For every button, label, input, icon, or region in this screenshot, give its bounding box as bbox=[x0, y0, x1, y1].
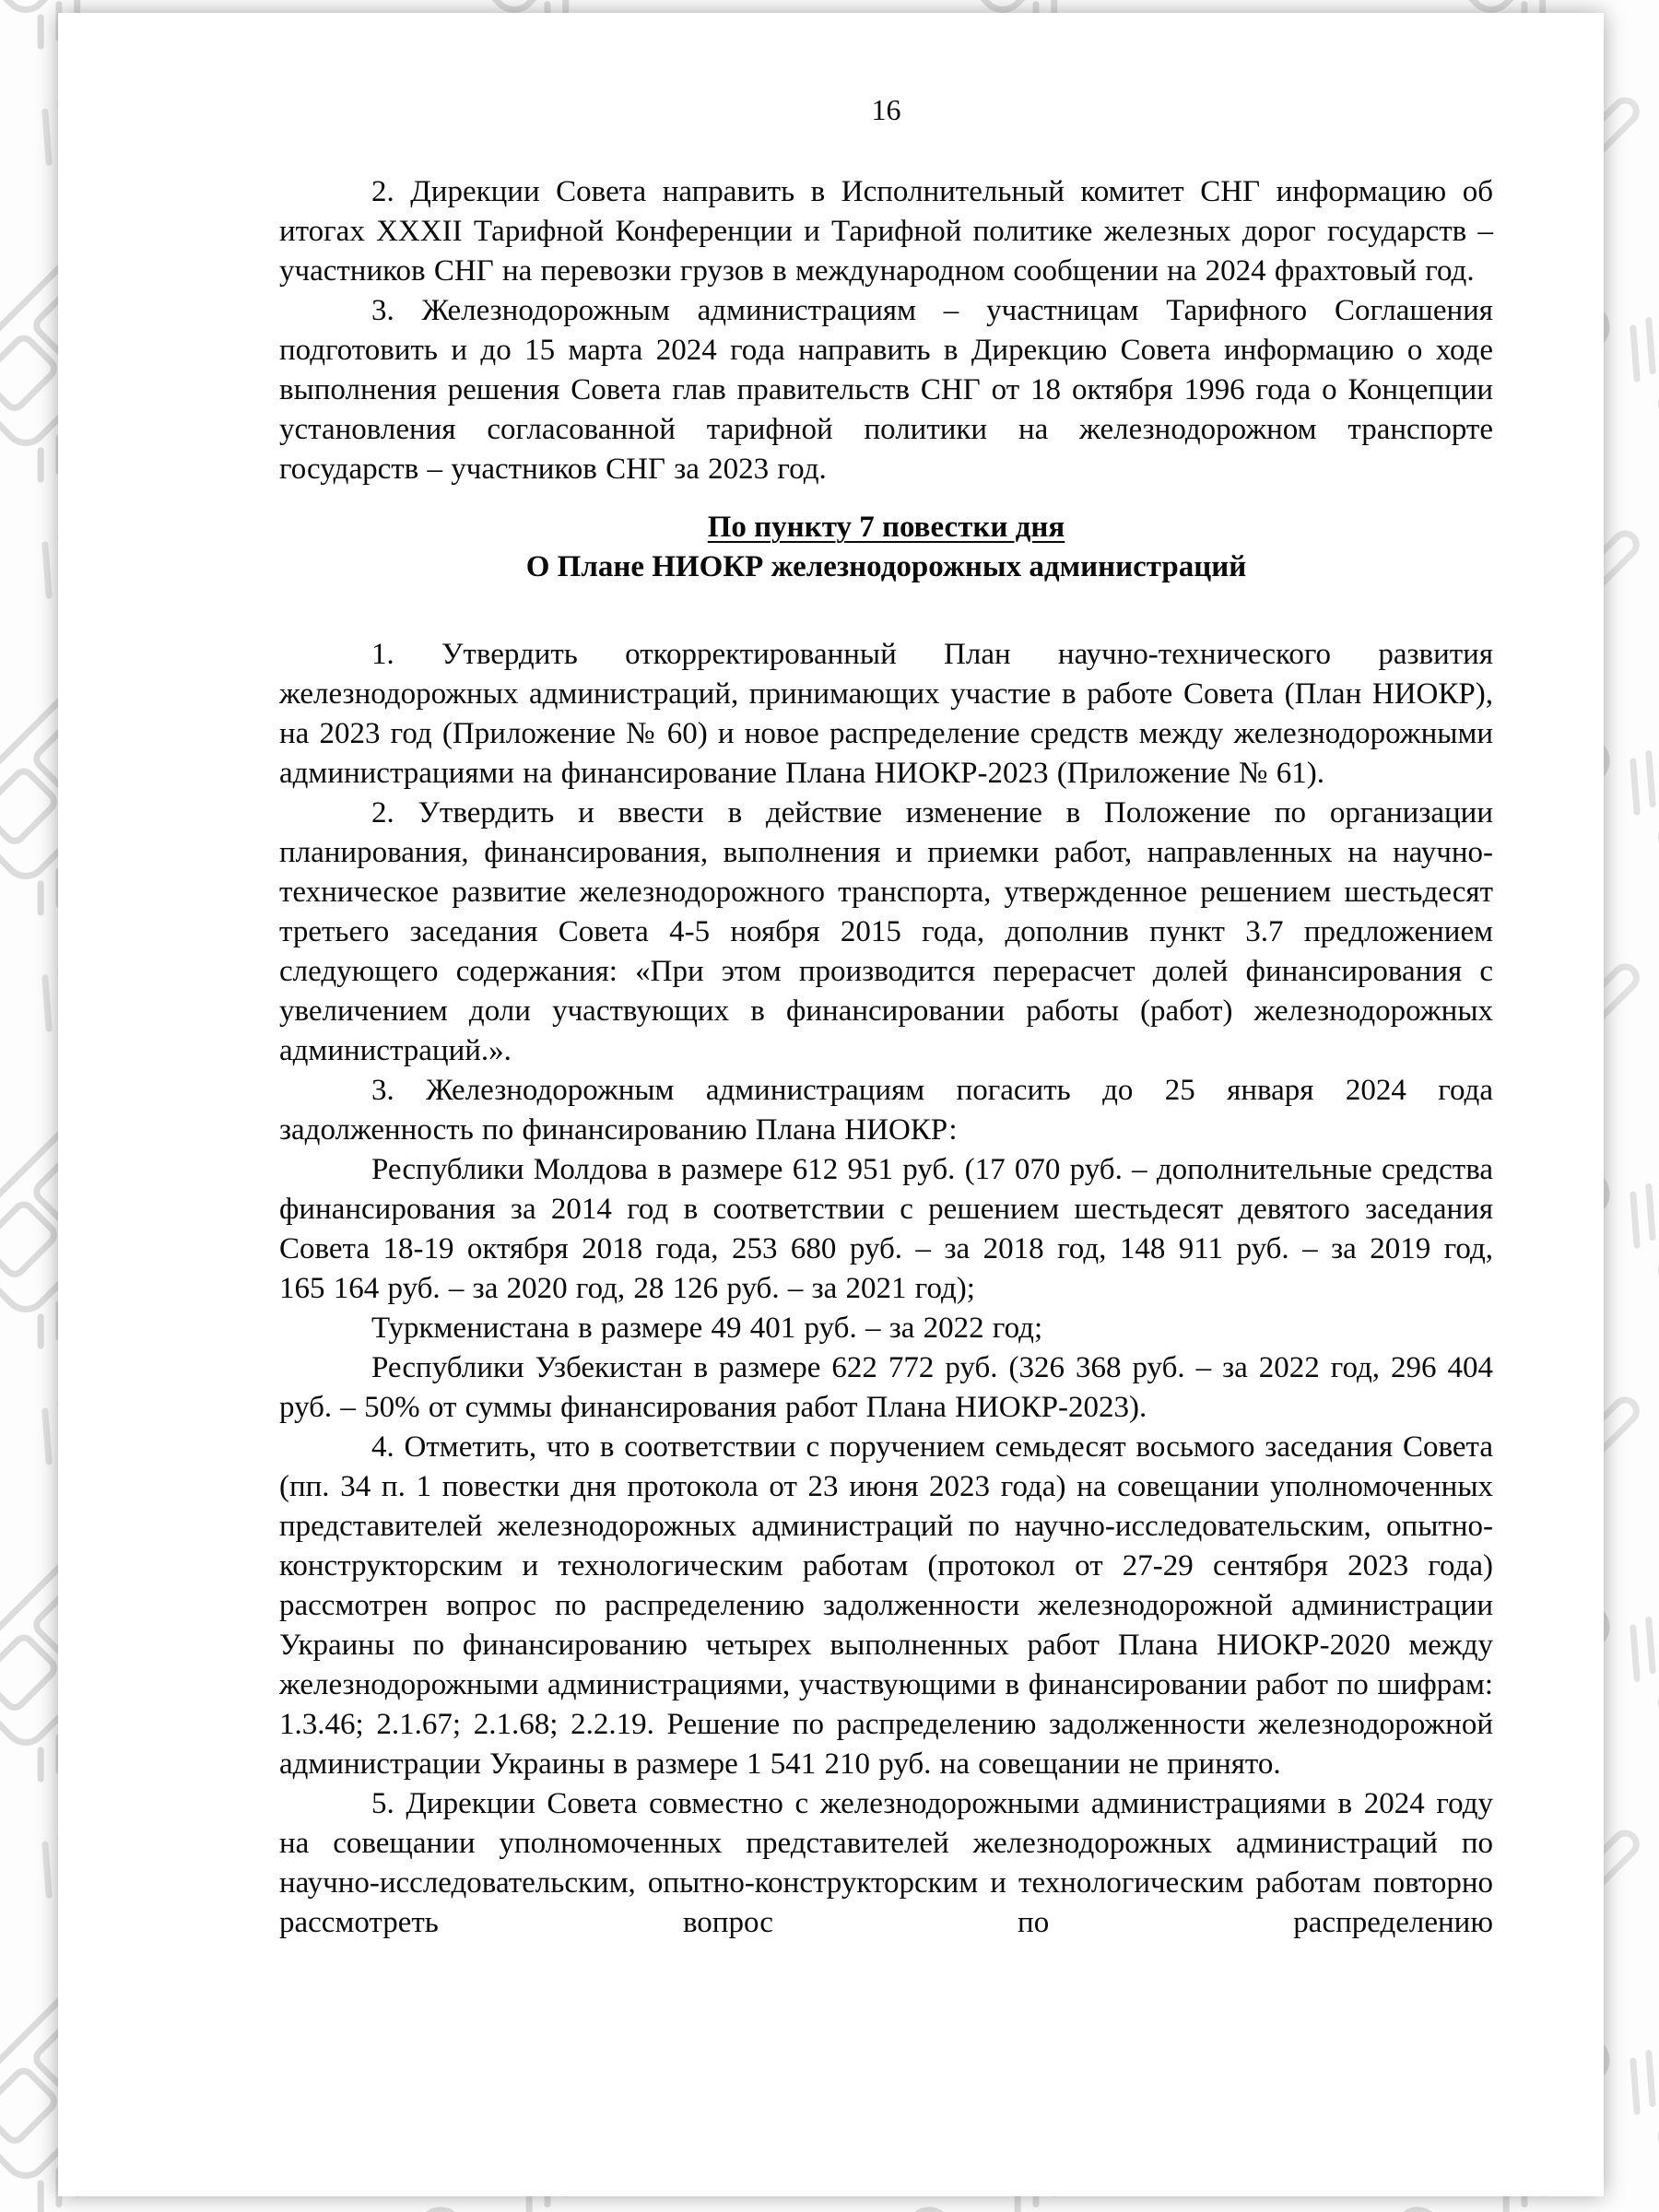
paragraph-item-2-top: 2. Дирекции Совета направить в Исполнительный комитет СНГ информацию об итогах XXXII Тарифной Конференции и Тарифной политике железных дорог государств – участников СНГ на перевозки грузов в международном сообщении на 2024 фрахтовый год. bbox=[279, 175, 1493, 288]
paragraph-item-3-top: 3. Железнодорожным администрациям – участницам Тарифного Соглашения подготовить и до 15 марта 2024 года направить в Дирекцию Совета информацию о ходе выполнения решения Совета глав правительств СНГ от 18 октября 1996 года о Концепции установления согласованной тарифной политики на железнодорожном транспорте государств – участников СНГ за 2023 год. bbox=[279, 294, 1493, 486]
section-heading-line1: По пункту 7 повестки дня bbox=[707, 511, 1065, 544]
section-heading-line2: О Плане НИОКР железнодорожных администраций bbox=[525, 550, 1247, 583]
page-number: 16 bbox=[871, 93, 901, 126]
document-page bbox=[58, 13, 1604, 2196]
paragraph-item-3-uzbekistan: Республики Узбекистан в размере 622 772 руб. (326 368 руб. – за 2022 год, 296 404 руб. – 50% от суммы финансирования работ Плана НИОКР-2023). bbox=[279, 1351, 1493, 1424]
paragraph-item-2: 2. Утвердить и ввести в действие изменение в Положение по организации планирования, финансирования, выполнения и приемки работ, направленных на научно-техническое развитие железнодорожного транспорта, утвержденное решением шестьдесят третьего заседания Совета 4-5 ноября 2015 года, дополнив пункт 3.7 предложением следующего содержания: «При этом производится перерасчет долей финансирования с увеличением доли участвующих в финансировании работы (работ) железнодорожных администраций.». bbox=[279, 796, 1493, 1067]
paragraph-item-4: 4. Отметить, что в соответствии с поручением семьдесят восьмого заседания Совета (пп. 34 п. 1 повестки дня протокола от 23 июня 2023 года) на совещании уполномоченных представителей железнодорожных администраций по научно-исследовательским, опытно-конструкторским и технологическим работам (протокол от 27-29 сентября 2023 года) рассмотрен вопрос по распределению задолженности железнодорожной администрации Украины по финансированию четырех выполненных работ Плана НИОКР-2020 между железнодорожными администрациями, участвующими в финансировании работ по шифрам: 1.3.46; 2.1.67; 2.1.68; 2.2.19. Решение по распределению задолженности железнодорожной администрации Украины в размере 1 541 210 руб. на совещании не принято. bbox=[279, 1430, 1493, 1781]
paragraph-item-3-turkmenistan: Туркменистана в размере 49 401 руб. – за 2022 год; bbox=[371, 1312, 1043, 1345]
paragraph-item-3-intro: 3. Железнодорожным администрациям погасить до 25 января 2024 года задолженность по финансированию Плана НИОКР: bbox=[279, 1074, 1493, 1147]
paragraph-item-1: 1. Утвердить откорректированный План научно-технического развития железнодорожных администраций, принимающих участие в работе Совета (План НИОКР), на 2023 год (Приложение № 60) и новое распределение средств между железнодорожными администрациями на финансирование Плана НИОКР-2023 (Приложение № 61). bbox=[279, 638, 1493, 790]
section-heading-agenda-item-7 bbox=[279, 508, 1493, 547]
document-body bbox=[279, 172, 1493, 1943]
paragraph-item-3-moldova: Республики Молдова в размере 612 951 руб. (17 070 руб. – дополнительные средства финансирования за 2014 год в соответствии с решением шестьдесят девятого заседания Совета 18-19 октября 2018 года, 253 680 руб. – за 2018 год, 148 911 руб. – за 2019 год, 165 164 руб. – за 2020 год, 28 126 руб. – за 2021 год); bbox=[279, 1153, 1493, 1305]
paragraph-item-5: 5. Дирекции Совета совместно с железнодорожными администрациями в 2024 году на совещании уполномоченных представителей железнодорожных администраций по научно-исследовательским, опытно-конструкторским и технологическим работам повторно рассмотреть вопрос по распределению bbox=[279, 1787, 1493, 1939]
section-heading-niokr-plan bbox=[279, 547, 1493, 587]
